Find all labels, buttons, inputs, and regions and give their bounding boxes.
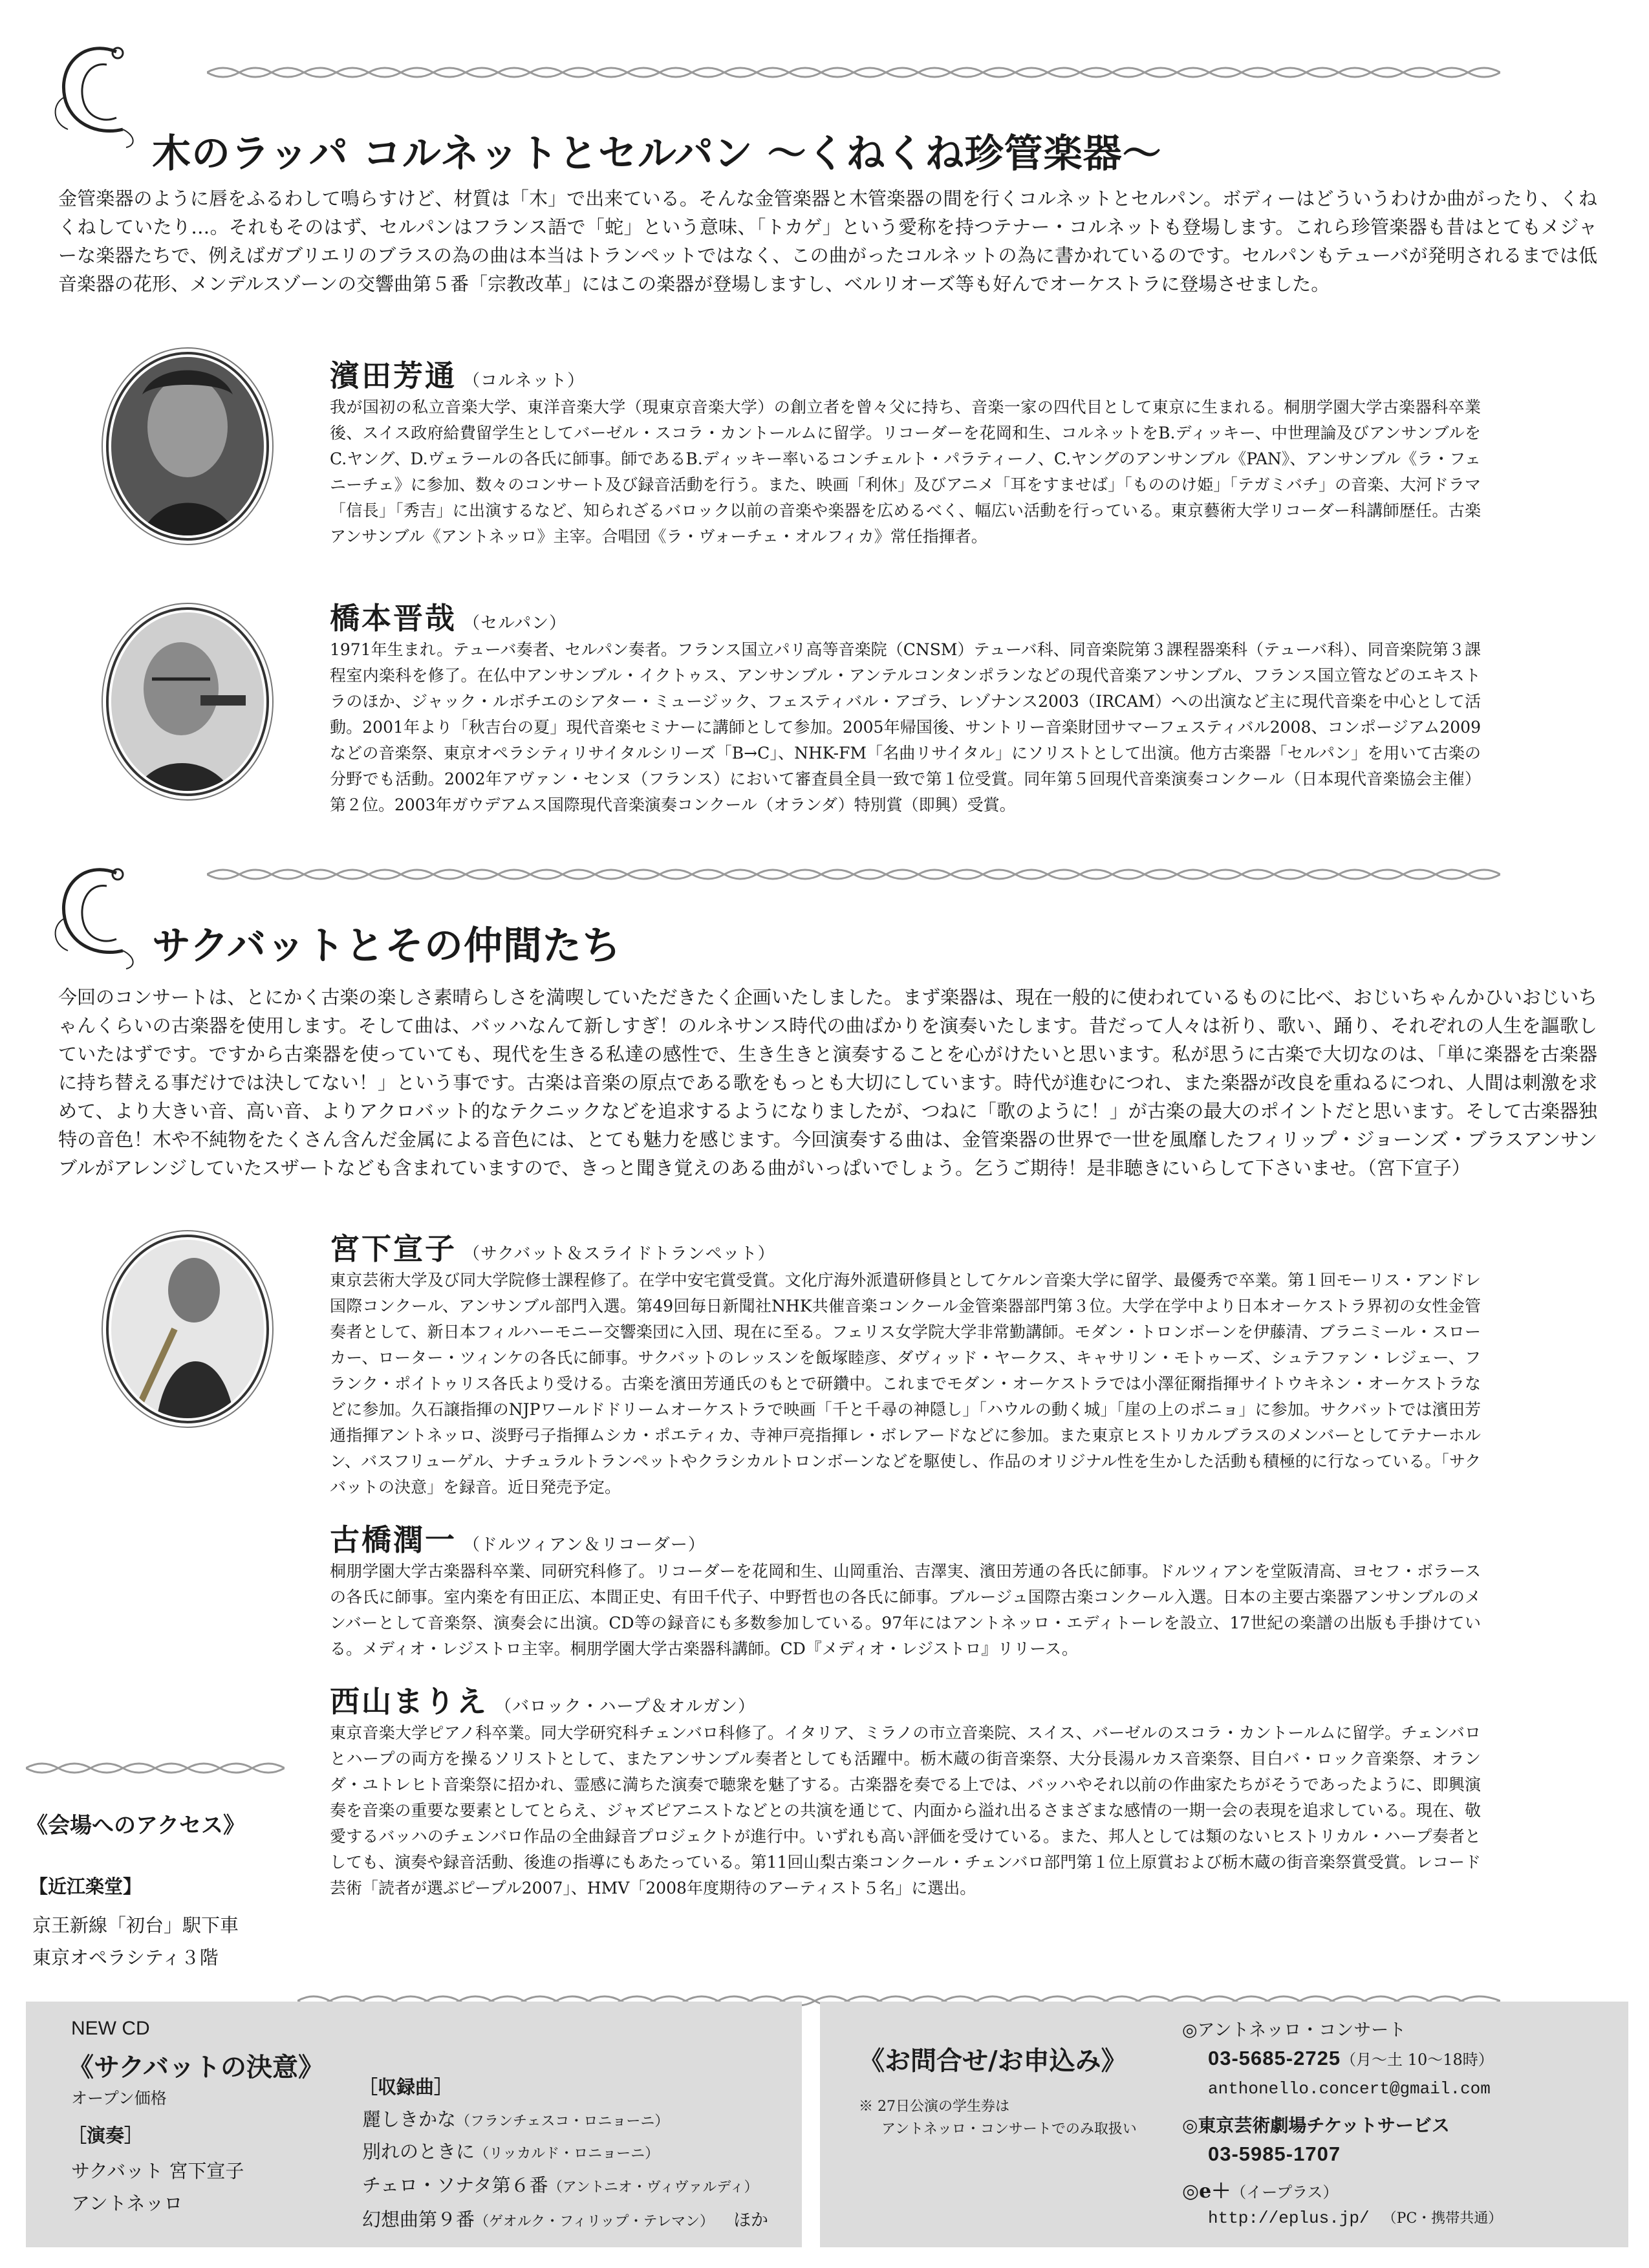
contact-email[interactable]: anthonello.concert@gmail.com (1208, 2079, 1491, 2099)
contact-url-line (1208, 2207, 1502, 2228)
contact-phone: 03-5985-1707 (1208, 2143, 1341, 2165)
contact-phone-line (1208, 2047, 1494, 2070)
track-title: チェロ・ソナタ第６番 (362, 2174, 548, 2196)
section-intro-cornett-serpent: 金管楽器のように唇をふるわして鳴らすけど、材質は「木」で出来ている。そんな金管楽器と木管楽器の間を行くコルネットとセルパン。ボディーはどういうわけか曲がったり、くねくねしていたり…。それもそのはず、セルパンはフランス語で「蛇」という意味、「トカゲ」という愛称を持つテナー・コルネットも登場します。これら珍管楽器も昔はとてもメジャーな楽器たちで、例えばガブリエリのブラスの為の曲は本当はトランペットではなく、この曲がったコルネットの為に書かれているのです。セルパンもテューバが発明されるまでは低音楽器の花形、メンデルスゾーンの交響曲第５番「宗教改革」にはこの楽器が登場しますし、ベルリオーズ等も好んでオーケストラに登場させました。 (58, 188, 1597, 295)
performer-name: 西山まりえ (330, 1684, 488, 1719)
flourish-ornament-2 (45, 860, 142, 970)
performer-name-line (330, 352, 585, 395)
performer-portrait-miyashita (97, 1226, 278, 1432)
contact-org: ◎e＋ (1182, 2180, 1231, 2203)
contact-org: ◎東京芸術劇場チケットサービス (1182, 2115, 1450, 2136)
contact-url[interactable]: http://eplus.jp/ (1208, 2209, 1370, 2228)
cd-track (362, 2171, 759, 2198)
section-title-cornett-serpent: 木のラッパ コルネットとセルパン 〜くねくね珍管楽器〜 (152, 131, 1162, 177)
cd-new-label: NEW CD (71, 2018, 150, 2039)
performer-name: 宮下宣子 (330, 1231, 457, 1266)
track-title: 麗しきかな (362, 2108, 457, 2130)
cd-tracks-heading: ［収録曲］ (359, 2076, 453, 2098)
section-title-sackbut: サクバットとその仲間たち (152, 923, 621, 969)
track-composer: （ゲオルク・フィリップ・テレマン） (475, 2214, 715, 2230)
performer-role: （セルパン） (463, 614, 567, 633)
cd-track (362, 2205, 768, 2232)
track-title: 別れのときに (362, 2141, 475, 2163)
ornamental-divider-small (26, 1759, 285, 1777)
cd-title: 《サクバットの決意》 (68, 2052, 324, 2082)
contact-panel (820, 2002, 1628, 2247)
performer-name-line (330, 595, 566, 638)
venue-name: 【近江楽堂】 (29, 1875, 142, 1897)
ornamental-divider (207, 865, 1500, 883)
section-intro-sackbut: 今回のコンサートは、とにかく古楽の楽しさ素晴らしさを満喫していただきたく企画いたしました。まず楽器は、現在一般的に使われているものに比べ、おじいちゃんかひいおじいちゃんくらいの古楽器を使用します。そして曲は、バッハなんて新しすぎ！のルネサンス時代の曲ばかりを演奏いたします。昔だって人々は祈り、歌い、踊り、それぞれの人生を謳歌していたはずです。ですから古楽器を使っていても、現代を生きる私達の感性で、生き生きと演奏することを心がけたいと思います。私が思うに古楽で大切なのは、「単に楽器を古楽器に持ち替える事だけでは決してない！」という事です。古楽は音楽の原点である歌をもっとも大切にしています。時代が進むにつれ、また楽器が改良を重ねるにつれ、人間は刺激を求めて、より大きい音、高い音、よりアクロバット的なテクニックなどを追求するようになりましたが、つねに「歌のように！」が古楽の最大のポイントだと思います。そして古楽器独特の音色！木や不純物をたくさん含んだ金属による音色には、とても魅力を感じます。今回演奏する曲は、金管楽器の世界で一世を風靡したフィリップ・ジョーンズ・ブラスアンサンブルがアレンジしていたスザートなども含まれていますので、きっと聞き覚えのある曲がいっぱいでしょう。乞うご期待！是非聴きにいらして下さいませ。（宮下宣子） (58, 986, 1597, 1179)
performer-bio: 我が国初の私立音楽大学、東洋音楽大学（現東京音楽大学）の創立者を曾々父に持ち、音楽一家の四代目として東京に生まれる。桐朋学園大学古楽器科卒業後、スイス政府給費留学生としてバーゼル・スコラ・カントールムに留学。リコーダーを花岡和生、コルネットをB.ディッキー、中世理論及びアンサンブルをC.ヤング、D.ヴェラールの各氏に師事。師であるB.ディッキー率いるコンチェルト・パラティーノ、C.ヤングのアンサンブル《PAN》、アンサンブル《ラ・フェニーチェ》に参加、数々のコンサート及び録音活動を行う。また、映画「利休」及びアニメ「耳をすませば」「もののけ姫」「テガミバチ」の音楽、大河ドラマ「信長」「秀吉」に出演するなど、知られざるバロック以前の音楽や楽器を広めるべく、幅広い活動を行っている。東京藝術大学リコーダー科講師歴任。古楽アンサンブル《アントネッロ》主宰。合唱団《ラ・ヴォーチェ・オルフィカ》常任指揮者。 (330, 398, 1481, 546)
contact-url-note: （PC・携帯共通） (1382, 2210, 1503, 2227)
access-directions: 京王新線「初台」駅下車 (32, 1914, 239, 1936)
performer-role: （コルネット） (463, 371, 585, 391)
track-composer: （フランチェスコ・ロニョーニ） (456, 2113, 669, 2130)
contact-phone: 03-5685-2725 (1208, 2047, 1341, 2069)
cd-performer: アントネッロ (71, 2192, 183, 2214)
contact-org: ◎アントネッロ・コンサート (1182, 2020, 1406, 2040)
performer-name: 橋本晋哉 (330, 601, 457, 636)
performer-bio: 東京音楽大学ピアノ科卒業。同大学研究科チェンバロ科修了。イタリア、ミラノの市立音楽院、スイス、バーゼルのスコラ・カントールムに留学。チェンバロとハープの両方を操るソリストとして、またアンサンブル奏者としても活躍中。栃木蔵の街音楽祭、大分長湯ルカス音楽祭、目白バ・ロック音楽祭、オランダ・ユトレヒト音楽祭に招かれ、霊感に満ちた演奏で聴衆を魅了する。古楽器を奏でる上では、バッハやそれ以前の作曲家たちがそうであったように、即興演奏を音楽の重要な要素としてとらえ、ジャズピアニストなどとの共演を通じて、内面から溢れ出るさまざまな感情の一期一会の表現を追求している。現在、敬愛するバッハのチェンバロ作品の全曲録音プロジェクトが進行中。いずれも高い評価を受けている。また、邦人としては類のないヒストリカル・ハープ奏者としても、演奏や録音活動、後進の指導にもあたっている。第11回山梨古楽コンクール・チェンバロ部門第１位上原賞および栃木蔵の街音楽祭賞受賞。レコード芸術「読者が選ぶピープル2007」、HMV「2008年度期待のアーティスト５名」に選出。 (330, 1723, 1481, 1897)
contact-heading: 《お問合せ/お申込み》 (859, 2046, 1127, 2076)
performer-name-line (330, 1226, 775, 1268)
performer-role: （サクバット＆スライドトランペット） (463, 1244, 775, 1264)
performer-name-line (330, 1678, 755, 1721)
performer-name: 濱田芳通 (330, 358, 457, 393)
performer-name-line (330, 1517, 706, 1559)
performer-portrait-hashimoto (97, 598, 278, 805)
cd-performers-heading: ［演奏］ (68, 2124, 144, 2146)
ornamental-divider (207, 63, 1500, 81)
access-heading: 《会場へのアクセス》 (26, 1813, 245, 1839)
track-composer: （リッカルド・ロニョーニ） (475, 2146, 660, 2162)
performer-bio: 1971年生まれ。テューバ奏者、セルパン奏者。フランス国立パリ高等音楽院（CNSM）テューバ科、同音楽院第３課程器楽科（テューバ科）、同音楽院第３課程室内楽科を修了。在仏中アンサンブル・イクトゥス、アンサンブル・アンテルコンタンポランなどの現代音楽アンサンブル、フランス国立管などのエキストラのほか、ジャック・ルボチエのシアター・ミュージック、フェスティバル・アゴラ、レゾナンス2003（IRCAM）への出演など主に現代音楽を中心として活動。2001年より「秋吉台の夏」現代音楽セミナーに講師として参加。2005年帰国後、サントリー音楽財団サマーフェスティバル2008、コンポージアム2009などの音楽祭、東京オペラシティリサイタルシリーズ「B→C」、NHK-FM「名曲リサイタル」にソリストとして出演。他方古楽器「セルパン」を用いて古楽の分野でも活動。2002年アヴァン・センヌ（フランス）において審査員全員一致で第１位受賞。同年第５回現代音楽演奏コンクール（日本現代音楽協会主催）第２位。2003年ガウデアムス国際現代音楽演奏コンクール（オランダ）特別賞（即興）受賞。 (330, 640, 1481, 814)
flourish-ornament-1 (45, 39, 142, 149)
cd-performer: サクバット 宮下宣子 (71, 2160, 244, 2182)
performer-bio: 桐朋学園大学古楽器科卒業、同研究科修了。リコーダーを花岡和生、山岡重治、吉澤実、濱田芳通の各氏に師事。ドルツィアンを堂阪清高、ヨセフ・ボラースの各氏に師事。室内楽を有田正広、本間正史、有田千代子、中野哲也の各氏に師事。ブルージュ国際古楽コンクール入選。日本の主要古楽器アンサンブルのメンバーとして音楽祭、演奏会に出演。CD等の録音にも多数参加している。97年にはアントネッロ・エディトーレを設立、17世紀の楽譜の出版も手掛けている。メディオ・レジストロ主宰。桐朋学園大学古楽器科講師。CD『メディオ・レジストロ』リリース。 (330, 1562, 1481, 1658)
performer-name: 古橋潤一 (330, 1522, 457, 1557)
contact-note: アントネッロ・コンサートでのみ取扱い (881, 2121, 1137, 2137)
track-title: 幻想曲第９番 (362, 2209, 475, 2230)
track-composer: （アントニオ・ヴィヴァルディ） (548, 2179, 759, 2196)
contact-org-line (1182, 2175, 1338, 2203)
performer-role: （バロック・ハープ＆オルガン） (495, 1697, 756, 1716)
cd-info-panel (26, 2002, 802, 2247)
cd-track (362, 2137, 659, 2164)
cd-price: オープン価格 (71, 2089, 167, 2108)
performer-role: （ドルツィアン＆リコーダー） (463, 1535, 706, 1555)
contact-note: ※ 27日公演の学生券は (859, 2099, 1009, 2115)
contact-hours: （月〜土 10〜18時） (1341, 2051, 1494, 2069)
access-directions: 東京オペラシティ３階 (32, 1947, 219, 1969)
cd-track (362, 2105, 669, 2132)
contact-org-note: （イープラス） (1231, 2183, 1339, 2201)
track-others: ほか (733, 2210, 769, 2230)
performer-portrait-hamada (97, 343, 278, 550)
performer-bio: 東京芸術大学及び同大学院修士課程修了。在学中安宅賞受賞。文化庁海外派遣研修員としてケルン音楽大学に留学、最優秀で卒業。第１回モーリス・アンドレ国際コンクール、アンサンブル部門入選。第49回毎日新聞社NHK共催音楽コンクール金管楽器部門第３位。大学在学中より日本オーケストラ界初の女性金管奏者として、新日本フィルハーモニー交響楽団に入団、現在に至る。フェリス女学院大学非常勤講師。モダン・トロンボーンを伊藤清、ブラニミール・スローカー、ローター・ツィンケの各氏に師事。サクバットのレッスンを飯塚睦彦、ダヴィッド・ヤークス、キャサリン・モトゥーズ、シュテファン・レジェー、フランク・ポイトゥリス各氏より受ける。古楽を濱田芳通氏のもとで研鑽中。これまでモダン・オーケストラでは小澤征爾指揮サイトウキネン・オーケストラなどに参加。久石譲指揮のNJPワールドドリームオーケストラで映画「千と千尋の神隠し」「ハウルの動く城」「崖の上のポニョ」に参加。サクバットでは濱田芳通指揮アントネッロ、淡野弓子指揮ムシカ・ポエティカ、寺神戸亮指揮レ・ボレアードなどに参加。また東京ヒストリカルブラスのメンバーとしてテナーホルン、バスフリューゲル、ナチュラルトランペットやクラシカルトロンボーンなどを駆使し、作品のオリジナル性を生かした活動も積極的に行なっている。「サクバットの決意」を録音。近日発売予定。 (330, 1271, 1481, 1496)
